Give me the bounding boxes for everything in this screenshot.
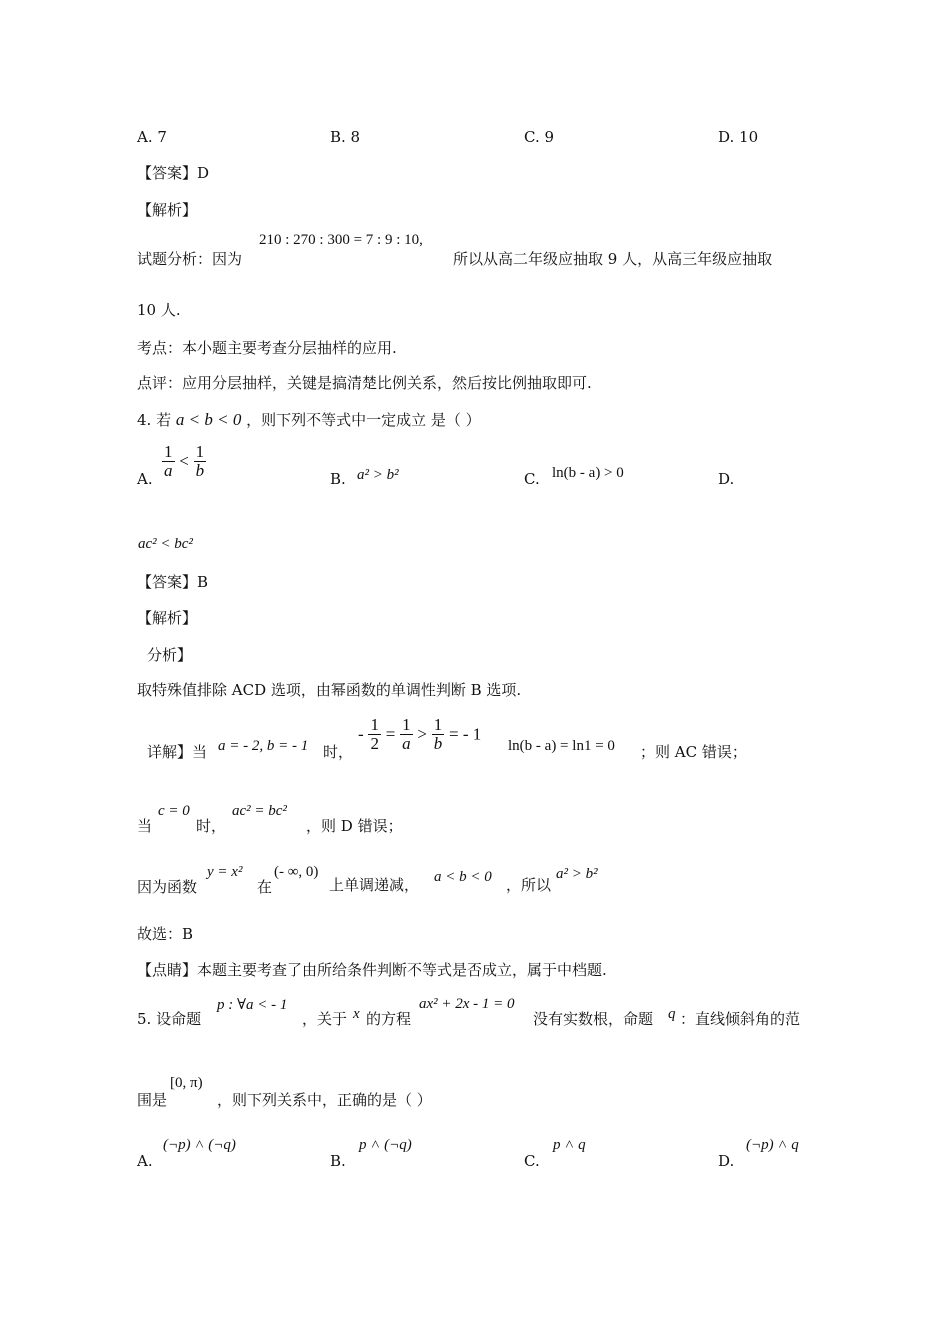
q4-xiangjie-when: 时， bbox=[323, 743, 354, 761]
q5-stem2-start: 围是 bbox=[137, 1091, 168, 1109]
q5-option-a-label: A. bbox=[137, 1152, 153, 1170]
q3-option-b: B. 8 bbox=[330, 128, 361, 146]
q4-line3-function: y = x² bbox=[207, 864, 243, 880]
q4-xiangjie-ln: ln(b - a) = ln1 = 0 bbox=[508, 738, 615, 754]
q4-line2-when: 时， bbox=[196, 817, 227, 835]
q3-answer: 【答案】D bbox=[137, 164, 210, 182]
q4-fenxi-text: 取特殊值排除 ACD 选项，由幂函数的单调性判断 B 选项. bbox=[137, 681, 522, 699]
q4-xiangjie-start: 详解】当 bbox=[147, 743, 208, 761]
q4-line3-result: a² > b² bbox=[556, 866, 598, 882]
q3-analysis-heading: 【解析】 bbox=[137, 201, 198, 219]
q5-option-a-expression: (¬p) ˄ (¬q) bbox=[163, 1137, 236, 1153]
q5-option-c-expression: p ˄ q bbox=[553, 1137, 586, 1153]
q4-line3-start: 因为函数 bbox=[137, 878, 198, 896]
fraction-1-over-b: $\frac{1}{b}$ bbox=[433, 715, 443, 753]
q5-option-b-label: B. bbox=[330, 1152, 346, 1170]
q4-fenxi-heading: 分析】 bbox=[147, 646, 193, 664]
q5-option-d-label: D. bbox=[718, 1152, 735, 1170]
q4-line2-c-zero: c = 0 bbox=[158, 803, 190, 819]
q4-xiangjie-end: ；则 AC 错误； bbox=[640, 743, 747, 761]
q4-analysis-heading: 【解析】 bbox=[137, 609, 198, 627]
q5-proposition-q: q bbox=[668, 1006, 676, 1022]
q4-line2-start: 当 bbox=[137, 817, 153, 835]
q4-option-a-expression: $\frac{1}{a}$ < $\frac{1}{b}$ bbox=[164, 442, 205, 480]
q4-answer: 【答案】B bbox=[137, 573, 209, 591]
fraction-1-over-2: $\frac{1}{2}$ bbox=[370, 715, 379, 753]
q4-line3-condition: a < b < 0 bbox=[434, 869, 492, 885]
fraction-1-over-a: $\frac{1}{a}$ bbox=[402, 715, 411, 753]
q3-analysis-continued: 10 人. bbox=[137, 301, 181, 319]
q5-stem2-end: ，则下列关系中，正确的是（ ） bbox=[217, 1091, 432, 1109]
q5-proposition-p: p : ∀a < - 1 bbox=[217, 997, 288, 1013]
q3-option-a: A. 7 bbox=[137, 128, 167, 146]
q4-dianjing: 【点睛】本题主要考查了由所给条件判断不等式是否成立，属于中档题. bbox=[137, 961, 607, 979]
q4-option-c-expression: ln(b - a) > 0 bbox=[552, 465, 624, 481]
q5-stem-about: ，关于 bbox=[302, 1010, 348, 1028]
q3-option-c: C. 9 bbox=[524, 128, 555, 146]
fraction-1-over-a: $\frac{1}{a}$ bbox=[164, 442, 173, 480]
q5-stem-start: 5. 设命题 bbox=[137, 1010, 202, 1028]
q5-stem-no-roots: 没有实数根，命题 bbox=[533, 1010, 654, 1028]
q3-ratio-expression: 210 : 270 : 300 = 7 : 9 : 10, bbox=[259, 232, 423, 248]
q4-stem-end: ，则下列不等式中一定成立 是（ ） bbox=[246, 411, 481, 429]
q5-stem-equation-label: 的方程 bbox=[366, 1010, 412, 1028]
q3-option-d: D. 10 bbox=[718, 128, 759, 146]
q3-kaodian: 考点：本小题主要考查分层抽样的应用. bbox=[137, 339, 397, 357]
q3-dianping: 点评：应用分层抽样，关键是搞清楚比例关系，然后按比例抽取即可. bbox=[137, 374, 592, 392]
q4-line3-therefore: ，所以 bbox=[506, 876, 552, 894]
q4-option-a-label: A. bbox=[137, 470, 153, 488]
q4-option-d-expression: ac² < bc² bbox=[138, 536, 193, 552]
q4-xiangjie-values: a = - 2, b = - 1 bbox=[218, 738, 309, 754]
q4-line2-equality: ac² = bc² bbox=[232, 803, 287, 819]
q4-stem-start: 4. 若 bbox=[137, 411, 172, 429]
q5-range: [0, π) bbox=[170, 1075, 203, 1091]
q3-analysis-suffix: 所以从高二年级应抽取 9 人，从高三年级应抽取 bbox=[453, 250, 773, 268]
q4-choose: 故选：B bbox=[137, 925, 194, 943]
q4-line3-in: 在 bbox=[257, 878, 273, 896]
q4-line3-interval: (- ∞, 0) bbox=[274, 864, 319, 880]
q5-option-d-expression: (¬p) ˄ q bbox=[746, 1137, 799, 1153]
q4-option-d-label: D. bbox=[718, 470, 735, 488]
fraction-1-over-b: $\frac{1}{b}$ bbox=[195, 442, 205, 480]
q3-analysis-prefix: 试题分析：因为 bbox=[137, 250, 243, 268]
q4-option-b-expression: a² > b² bbox=[357, 467, 399, 483]
q5-equation: ax² + 2x - 1 = 0 bbox=[419, 996, 515, 1012]
q4-stem bbox=[137, 409, 481, 430]
q5-option-b-expression: p ˄ (¬q) bbox=[359, 1137, 412, 1153]
q4-xiangjie-fractions: - $\frac{1}{2}$ = $\frac{1}{a}$ > $\frac{1}{b}$ = - 1 bbox=[358, 715, 482, 753]
q5-stem-line-end: ：直线倾斜角的范 bbox=[680, 1010, 801, 1028]
q4-option-c-label: C. bbox=[524, 470, 540, 488]
q5-variable-x: x bbox=[353, 1006, 360, 1022]
q5-option-c-label: C. bbox=[524, 1152, 540, 1170]
q4-line2-end: ，则 D 错误； bbox=[306, 817, 403, 835]
q4-option-b-label: B. bbox=[330, 470, 346, 488]
q4-line3-decreasing: 上单调递减， bbox=[329, 876, 420, 894]
q4-condition: a < b < 0 bbox=[175, 410, 242, 429]
